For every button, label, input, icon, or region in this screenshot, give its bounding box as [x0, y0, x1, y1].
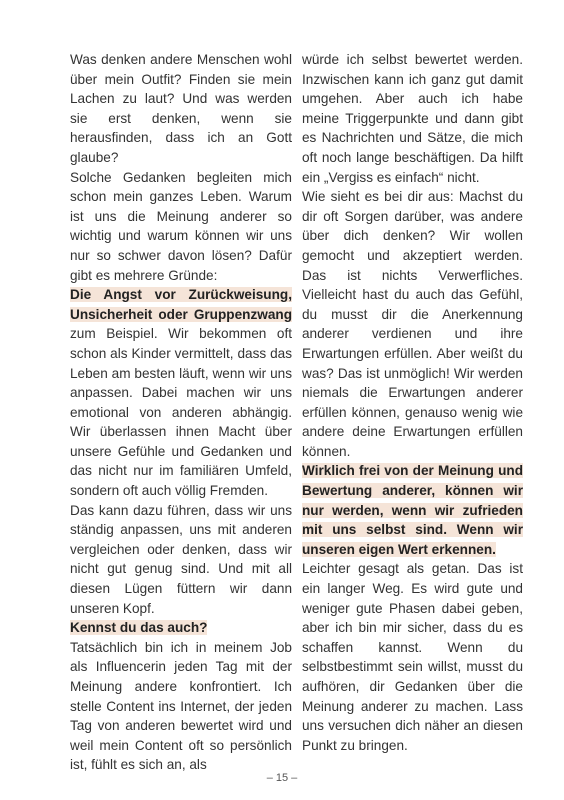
paragraph: Wie sieht es bei dir aus: Machst du dir oft Sorgen darüber, was andere über dich denken? Wir wollen gemocht und akzeptiert werden. Das ist nichts Verwerfliches. Vielleicht hast du auch das Gefühl, du musst dir die Anerkennung anderer verdienen und ihre Erwartungen erfüllen. Aber weißt du was? Das ist unmöglich! Wir werden niemals die Erwartungen anderer erfüllen können, genauso wenig wie andere deine Erwartungen erfüllen können.	[302, 189, 523, 459]
highlighted-text: Die Angst vor Zurückweisung, Unsicherheit oder Gruppenzwang	[70, 287, 292, 322]
paragraph: Was denken andere Menschen wohl über mein Outfit? Finden sie mein Lachen zu laut? Und was werden sie erst denken, wenn sie herausfinden, dass ich an Gott glaube?	[70, 52, 292, 165]
paragraph: Das kann dazu führen, dass wir uns ständig anpassen, uns mit anderen vergleichen oder denken, dass wir nicht gut genug sind. Und mit all diesen Lügen füttern wir dann unseren Kopf.	[70, 502, 292, 616]
right-column	[302, 50, 523, 755]
left-column	[70, 50, 292, 775]
paragraph	[70, 618, 292, 638]
highlighted-statement: Wirklich frei von der Meinung und Bewertung anderer, können wir nur werden, wenn wir zufrieden mit uns selbst sind. Wenn wir unseren eigen Wert erkennen.	[302, 463, 523, 557]
page-number: – 15 –	[266, 772, 298, 784]
paragraph: würde ich selbst bewertet werden. Inzwischen kann ich ganz gut damit umgehen. Aber auch ich habe meine Triggerpunkte und dann gibt es Nachrichten und Sätze, die mich oft noch lange beschäftigen. Da hilft ein „Vergiss es einfach“ nicht.	[302, 52, 523, 185]
paragraph: Leichter gesagt als getan. Das ist ein langer Weg. Es wird gute und weniger gute Phasen dabei geben, aber ich bin mir sicher, dass du es schaffen kannst. Wenn du selbstbestimmt sein willst, musst du aufhören, dir Gedanken über die Meinung anderer zu machen. Lass uns versuchen dich näher an diesen Punkt zu bringen.	[302, 561, 523, 753]
highlighted-question: Kennst du das auch?	[70, 620, 208, 636]
paragraph-text: zum Beispiel. Wir bekommen oft schon als Kinder vermittelt, dass das Leben am besten läuft, wenn wir uns anpassen. Dabei machen wir uns emotional von anderen abhängig. Wir überlassen ihnen Macht über unsere Gefühle und Gedanken und das nicht nur im familiären Umfeld, sondern oft auch völlig Fremden.	[70, 326, 292, 499]
paragraph: Tatsächlich bin ich in meinem Job als Influencerin jeden Tag mit der Meinung andere konfrontiert. Ich stelle Content ins Internet, der jeden Tag von anderen bewertet wird und weil mein Content oft so persönlich ist, fühlt es sich an, als	[70, 639, 292, 773]
paragraph	[70, 285, 292, 501]
paragraph	[302, 461, 523, 559]
paragraph: Solche Gedanken begleiten mich schon mein ganzes Leben. Warum ist uns die Meinung anderer so wichtig und warum können wir uns nur so schwer davon lösen? Dafür gibt es mehrere Gründe:	[70, 169, 292, 283]
